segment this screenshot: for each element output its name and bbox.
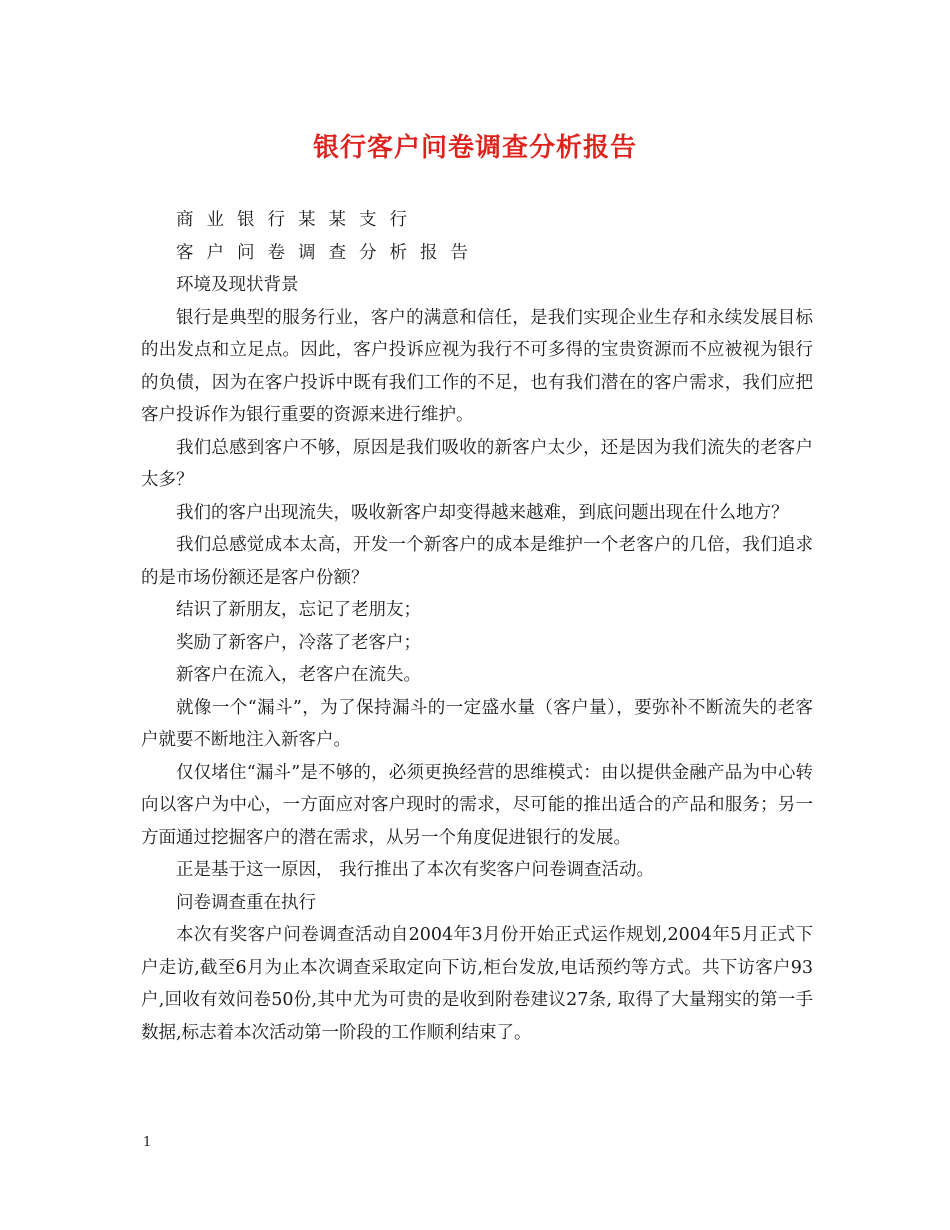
paragraph: 仅仅堵住“漏斗”是不够的，必须更换经营的思维模式：由以提供金融产品为中心转向以客户为中心，一方面应对客户现时的需求，尽可能的推出适合的产品和服务；另一方面通过挖掘客户的潜在需求，从另一个角度促进银行的发展。	[141, 762, 813, 848]
paragraph: 新客户在流入，老客户在流失。	[176, 665, 421, 685]
section-heading: 环境及现状背景	[176, 275, 299, 295]
paragraph: 我们总感到客户不够，原因是我们吸收的新客户太少，还是因为我们流失的老客户太多？	[141, 437, 813, 490]
section-heading: 问卷调查重在执行	[176, 892, 316, 913]
document-body	[141, 204, 813, 1049]
document-title: 银行客户问卷调查分析报告	[312, 133, 637, 163]
paragraph: 本次有奖客户问卷调查活动自2004年3月份开始正式运作规划,2004年5月正式下户走访,截至6月为止本次调查采取定向下访,柜台发放,电话预约等方式。共下访客户93户,回收有效问卷50份,其中尤为可贵的是收到附卷建议27条, 取得了大量翔实的第一手数据,标志着本次活动第一阶段的工作顺利结束了。	[141, 925, 813, 1043]
paragraph: 我们的客户出现流失，吸收新客户却变得越来越难，到底问题出现在什么地方？	[176, 502, 789, 523]
paragraph: 就像一个“漏斗”，为了保持漏斗的一定盛水量（客户量），要弥补不断流失的老客户就要不断地注入新客户。	[141, 697, 813, 750]
paragraph-report-name: 客户问卷调查分析报告	[176, 242, 481, 263]
paragraph: 结识了新朋友，忘记了老朋友；	[176, 600, 421, 620]
paragraph: 银行是典型的服务行业，客户的满意和信任，是我们实现企业生存和永续发展目标的出发点和立足点。因此，客户投诉应视为我行不可多得的宝贵资源而不应被视为银行的负债，因为在客户投诉中既有我们工作的不足，也有我们潜在的客户需求，我们应把客户投诉作为银行重要的资源来进行维护。	[141, 307, 813, 425]
paragraph: 正是基于这一原因， 我行推出了本次有奖客户问卷调查活动。	[176, 860, 655, 880]
paragraph-bank-name: 商业银行某某支行	[176, 210, 420, 230]
page-number: 1	[143, 1135, 152, 1150]
paragraph: 我们总感觉成本太高，开发一个新客户的成本是维护一个老客户的几倍，我们追求的是市场份额还是客户份额？	[141, 535, 813, 588]
paragraph: 奖励了新客户，冷落了老客户；	[176, 632, 421, 653]
